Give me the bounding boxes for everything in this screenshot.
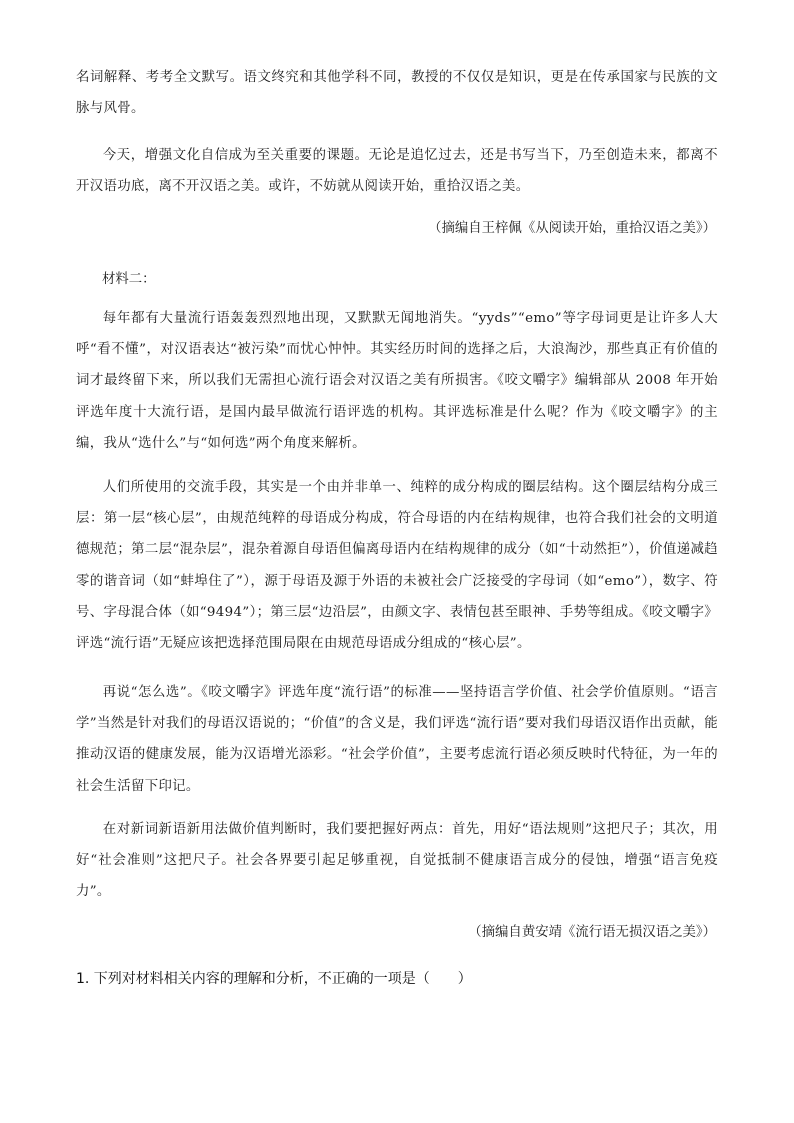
source-citation-1: （摘编自王梓佩《从阅读开始，重拾汉语之美》） [428,221,716,236]
source-citation-2: （摘编自黄安靖《流行语无损汉语之美》） [468,925,716,940]
paragraph-popular-words: 每年都有大量流行语轰轰烈烈地出现，又默默无闻地消失。“yyds”“emo”等字母词更是让许多人大呼“看不懂”，对汉语表达“被污染”而忧心忡忡。其实经历时间的选择之后，大浪淘沙，那些真正有价值的词才最终留下来，所以我们无需担心流行语会对汉语之美有所损害。《咬文嚼字》编辑部从 2008 年开始评选年度十大流行语，是国内最早做流行语评选的机构。其评选标准是什么呢？作为《咬文嚼字》的主编，我从“选什么”与“如何选”两个角度来解析。 [76,311,718,451]
paragraph-continuation: 名词解释、考考全文默写。语文终究和其他学科不同，教授的不仅仅是知识，更是在传承国家与民族的文脉与风骨。 [76,70,718,117]
paragraph-value-judgement: 在对新词新语新用法做价值判断时，我们要把握好两点：首先，用好“语法规则”这把尺子；其次，用好“社会准则”这把尺子。社会各界要引起足够重视，自觉抵制不健康语言成分的侵蚀，增强“语言免疫力”。 [76,822,718,900]
question-1: 1. 下列对材料相关内容的理解和分析，不正确的一项是（ ） [76,971,472,987]
material-2-label: 材料二： [102,272,156,287]
paragraph-layer-structure: 人们所使用的交流手段，其实是一个由并非单一、纯粹的成分构成的圈层结构。这个圈层结构分成三层：第一层“核心层”，由规范纯粹的母语成分构成，符合母语的内在结构规律，也符合我们社会的文明道德规范；第二层“混杂层”，混杂着源自母语但偏离母语内在结构规律的成分（如“十动然拒”），价值递减趋零的谐音词（如“蚌埠住了”），源于母语及源于外语的未被社会广泛接受的字母词（如“emo”），数字、符号、字母混合体（如“9494”）；第三层“边沿层”，由颜文字、表情包甚至眼神、手势等组成。《咬文嚼字》评选“流行语”无疑应该把选择范围局限在由规范母语成分组成的“核心层”。 [76,480,718,652]
paragraph-how-to-select: 再说“怎么选”。《咬文嚼字》评选年度“流行语”的标准——坚持语言学价值、社会学价值原则。“语言学”当然是针对我们的母语汉语说的；“价值”的含义是，我们评选“流行语”要对我们母语汉语作出贡献，能推动汉语的健康发展，能为汉语增光添彩。“社会学价值”，主要考虑流行语必须反映时代特征，为一年的社会生活留下印记。 [76,685,718,794]
paragraph-cultural-confidence: 今天，增强文化自信成为至关重要的课题。无论是追忆过去，还是书写当下，乃至创造未来，都离不开汉语功底，离不开汉语之美。或许，不妨就从阅读开始，重拾汉语之美。 [76,148,718,195]
